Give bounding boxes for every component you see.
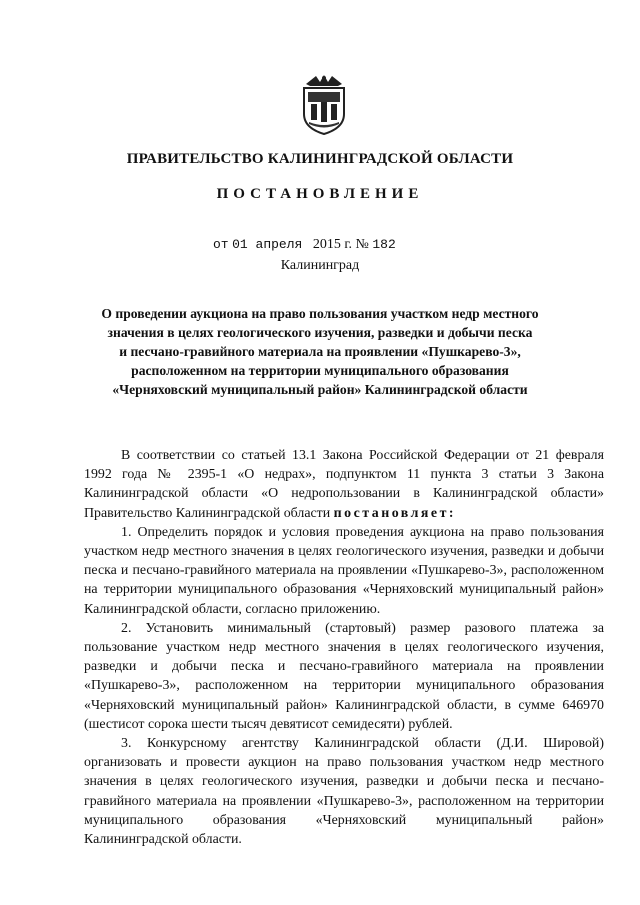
title-line: значения в целях геологического изучения, разведки и добычи песка: [107, 325, 533, 340]
date-day-month: 01 апреля: [232, 237, 303, 252]
item-3: 3. Конкурсному агентству Калининградской области (Д.И. Шировой) организовать и провести аукцион на право пользования участком недр местного значения в целях геологического изучения, разведки и добычи песка и песчано-гравийного материала на проявлении «Пушкарево-3», расположенном на территории муниципального образования «Черняховский муниципальный район» Калининградской области.: [84, 736, 604, 848]
organization-name: ПРАВИТЕЛЬСТВО КАЛИНИНГРАДСКОЙ ОБЛАСТИ: [126, 151, 514, 167]
document-body: [84, 446, 604, 849]
decree-word: постановляет:: [333, 505, 457, 521]
date-year: 2015 г.: [312, 237, 352, 252]
date-line: [213, 237, 396, 253]
number-sign: №: [355, 237, 369, 252]
title-line: и песчано-гравийного материала на проявлении «Пушкарево-3»,: [119, 344, 521, 359]
item-1: 1. Определить порядок и условия проведения аукциона на право пользования участком недр местного значения в целях геологического изучения, разведки и добычи песка и песчано-гравийного материала на проявлении «Пушкарево-3», расположенном на территории муниципального образования «Черняховский муниципальный район» Калининградской области, согласно приложению.: [84, 524, 604, 617]
title-line: «Черняховский муниципальный район» Калининградской области: [112, 382, 528, 397]
document-number: 182: [372, 237, 396, 252]
document-title: [70, 304, 570, 399]
city: Калининград: [280, 258, 360, 273]
title-line: расположенном на территории муниципального образования: [131, 363, 509, 378]
title-line: О проведении аукциона на право пользования участком недр местного: [101, 306, 539, 321]
preamble-paragraph: [84, 446, 604, 523]
document-type: ПОСТАНОВЛЕНИЕ: [216, 186, 424, 202]
date-from-label: от: [213, 237, 229, 252]
coat-of-arms-icon: [298, 74, 350, 136]
preamble-text: В соответствии со статьей 13.1 Закона Российской Федерации от 21 февраля 1992 года № 2395-1 «О недрах», подпунктом 11 пункта 3 статьи 3 Закона Калининградской области «О недропользовании в Калининградской области» Правительство Калининградской области: [84, 448, 604, 521]
item-2: 2. Установить минимальный (стартовый) размер разового платежа за пользование участком недр местного значения в целях геологического изучения, разведки и добычи песка и песчано-гравийного материала на проявлении «Пушкарево-3», расположенном на территории муниципального образования «Черняховский муниципальный район» Калининградской области, в сумме 646970 (шестисот сорока шести тысяч девятисот семидесяти) рублей.: [84, 620, 604, 732]
